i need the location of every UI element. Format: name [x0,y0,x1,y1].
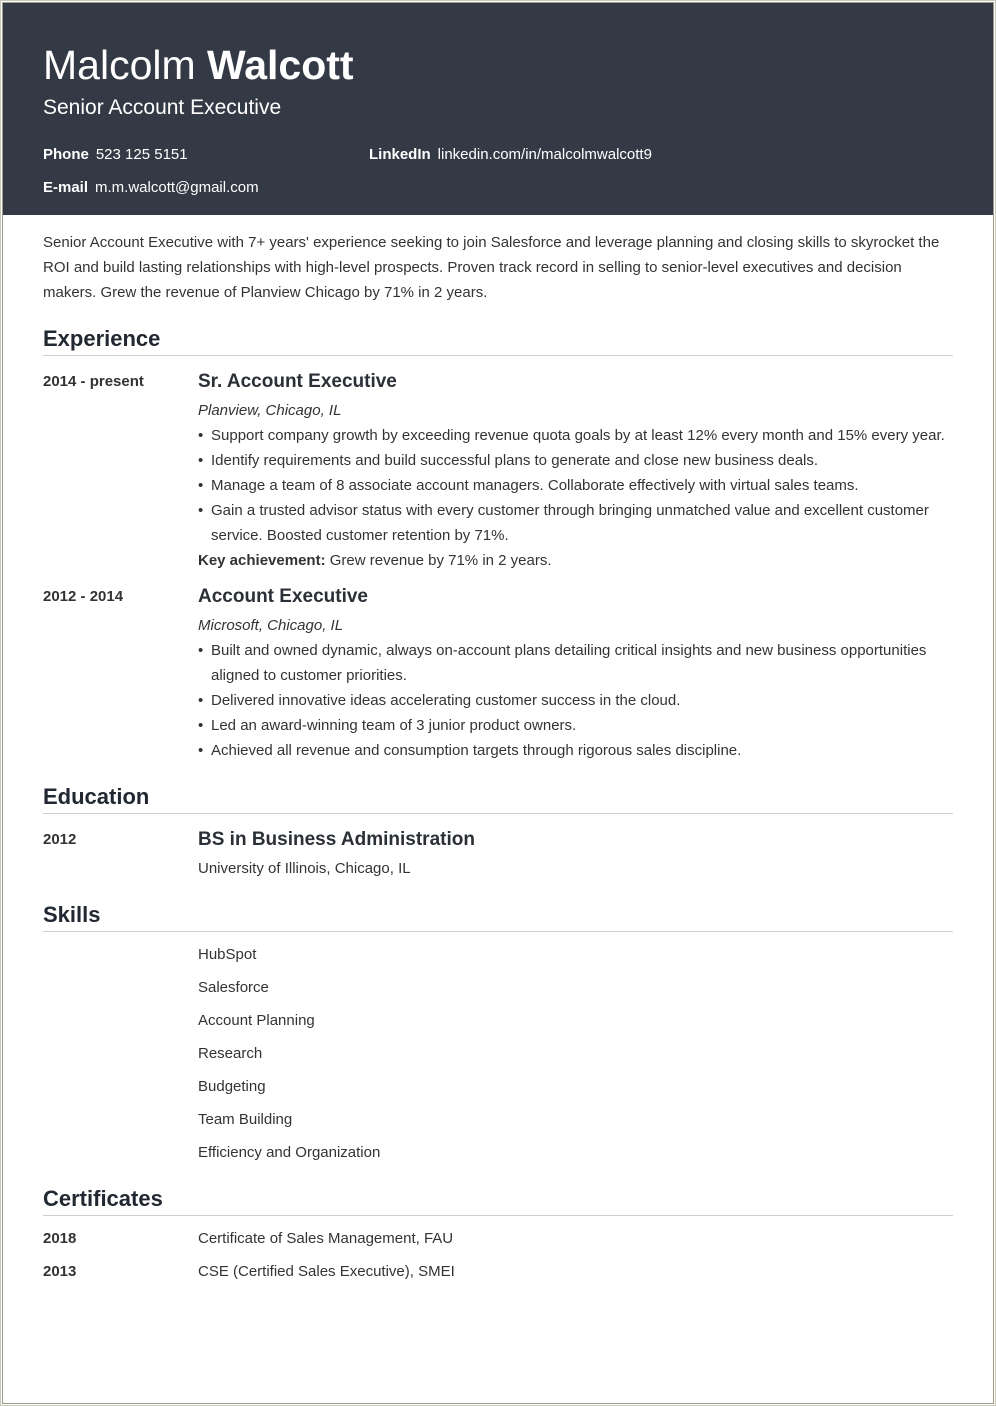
skill-item: Efficiency and Organization [198,1144,381,1161]
job-2-title: Account Executive [198,586,368,607]
list-item: • Built and owned dynamic, always on-account plans detailing critical insights and new business opportunities aligned to customer priorities. [198,638,958,688]
job-1-key-achievement [198,548,552,573]
summary-paragraph: Senior Account Executive with 7+ years' experience seeking to join Salesforce and leverage planning and closing skills to skyrocket the ROI and build lasting relationships with high-level prospects. Proven track record in selling to senior-level executives and decision makers. Grew the revenue of Planview Chicago by 71% in 2 years. [43,234,940,301]
certificate-1-name: Certificate of Sales Management, FAU [198,1230,454,1247]
education-degree: BS in Business Administration [198,829,475,850]
list-item: • Led an award-winning team of 3 junior product owners. [198,713,958,738]
education-year: 2012 [43,831,77,848]
list-item: • Achieved all revenue and consumption targets through rigorous sales discipline. [198,738,958,763]
linkedin-value[interactable]: linkedin.com/in/malcolmwalcott9 [437,146,652,163]
email-value[interactable]: m.m.walcott@gmail.com [95,179,259,196]
list-item: • Identify requirements and build successful plans to generate and close new business deals. [198,448,958,473]
skill-item: Salesforce [198,979,269,996]
contact-phone [43,145,188,165]
job-1-bullets [198,423,958,548]
candidate-name [43,41,354,89]
job-1-title: Sr. Account Executive [198,371,397,392]
certificate-2-name: CSE (Certified Sales Executive), SMEI [198,1263,455,1280]
resume-header [3,3,993,215]
first-name: Malcolm [43,42,196,88]
list-item: • Gain a trusted advisor status with every customer through bringing unmatched value and excellent customer service. Boosted customer retention by 71%. [198,498,958,548]
phone-value: 523 125 5151 [95,146,188,163]
experience-heading: Experience [43,325,953,356]
education-school: University of Illinois, Chicago, IL [198,860,411,877]
skill-item: Account Planning [198,1012,315,1029]
job-2-dates: 2012 - 2014 [43,588,124,605]
list-item: • Support company growth by exceeding revenue quota goals by at least 12% every month and 15% every year. [198,423,958,448]
list-item: • Delivered innovative ideas accelerating customer success in the cloud. [198,688,958,713]
list-item: • Manage a team of 8 associate account managers. Collaborate effectively with virtual sales teams. [198,473,958,498]
key-achievement-label: Key achievement: [198,552,326,569]
job-1-company: Planview, Chicago, IL [198,402,342,419]
skill-item: Budgeting [198,1078,266,1095]
job-1-dates: 2014 - present [43,373,144,390]
resume-page [2,2,994,1404]
certificate-2-year: 2013 [43,1263,77,1280]
candidate-title: Senior Account Executive [43,96,282,119]
job-2-bullets [198,638,958,763]
skills-heading: Skills [43,901,953,932]
key-achievement-text: Grew revenue by 71% in 2 years. [329,552,552,569]
certificate-1-year: 2018 [43,1230,77,1247]
contact-linkedin [369,145,652,165]
contact-email [43,178,259,198]
skill-item: Research [198,1045,263,1062]
linkedin-label: LinkedIn [369,146,431,163]
email-label: E-mail [43,179,89,196]
job-2-company: Microsoft, Chicago, IL [198,617,344,634]
skill-item: Team Building [198,1111,293,1128]
skill-item: HubSpot [198,946,257,963]
certificates-heading: Certificates [43,1185,953,1216]
phone-label: Phone [43,146,89,163]
skills-list [198,944,380,1175]
education-heading: Education [43,783,953,814]
last-name: Walcott [207,42,354,88]
